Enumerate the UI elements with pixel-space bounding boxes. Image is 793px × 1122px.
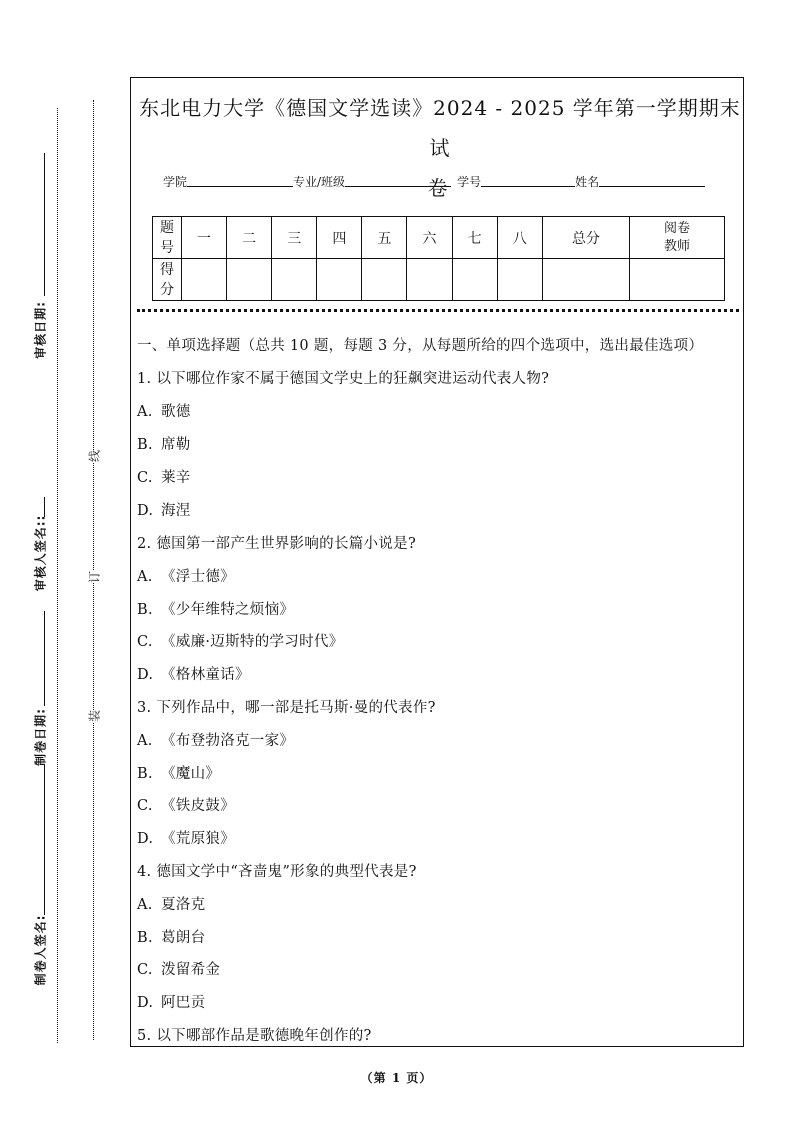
option-text: 海涅 xyxy=(161,503,191,519)
option-c[interactable] xyxy=(137,794,235,815)
page-number: （第 1 页） xyxy=(360,1071,433,1085)
col-3: 三 xyxy=(272,217,317,259)
bind-char-ding: 订 xyxy=(84,571,105,583)
option-a[interactable] xyxy=(137,565,235,586)
score-cell-3[interactable] xyxy=(272,259,317,301)
option-b[interactable] xyxy=(137,598,294,619)
score-cell-6[interactable] xyxy=(407,259,452,301)
option-letter: D. xyxy=(137,995,154,1011)
review-signature-label: 审核人签名:: xyxy=(33,514,48,592)
option-letter: B. xyxy=(137,437,153,453)
option-text: 《浮士德》 xyxy=(161,569,235,585)
make-date-line xyxy=(44,611,45,706)
option-letter: B. xyxy=(137,602,153,618)
option-text: 歌德 xyxy=(161,404,191,420)
option-text: 《少年维特之烦恼》 xyxy=(161,602,295,618)
option-c[interactable] xyxy=(137,466,191,487)
exam-title-line2: 卷 xyxy=(427,176,449,200)
name-label: 姓名 xyxy=(575,175,600,189)
bind-char-xian: 线 xyxy=(84,450,105,462)
score-cell-8[interactable] xyxy=(497,259,542,301)
score-table-score-row xyxy=(153,259,725,301)
option-text: 《荒原狼》 xyxy=(161,831,235,847)
option-text: 席勒 xyxy=(161,437,191,453)
option-text: 葛朗台 xyxy=(161,930,206,946)
name-field[interactable] xyxy=(599,174,705,187)
question-stem: 5. 以下哪部作品是歌德晚年创作的? xyxy=(137,1028,372,1044)
option-c[interactable] xyxy=(137,958,220,979)
option-b[interactable] xyxy=(137,762,220,783)
option-letter: C. xyxy=(137,962,153,978)
score-cell-4[interactable] xyxy=(317,259,362,301)
major-field[interactable] xyxy=(345,174,451,187)
score-cell-2[interactable] xyxy=(227,259,272,301)
section-heading: 一、单项选择题（总共 10 题，每题 3 分，从每题所给的四个选项中，选出最佳选项） xyxy=(137,338,704,354)
option-text: 《格林童话》 xyxy=(161,667,250,683)
score-header: 得 分 xyxy=(153,259,182,301)
option-letter: A. xyxy=(137,404,153,420)
grader-header: 阅卷 教师 xyxy=(630,217,725,259)
score-table-header-row xyxy=(153,217,725,259)
option-text: 莱辛 xyxy=(161,470,191,486)
inner-dotted-line xyxy=(57,108,58,1043)
col-total: 总分 xyxy=(542,217,629,259)
review-date-label: 审核日期: xyxy=(33,301,48,359)
review-signature-line xyxy=(44,497,45,517)
col-7: 七 xyxy=(452,217,497,259)
college-label: 学院 xyxy=(163,175,188,189)
option-b[interactable] xyxy=(137,926,205,947)
option-d[interactable] xyxy=(137,663,250,684)
option-d[interactable] xyxy=(137,499,191,520)
col-4: 四 xyxy=(317,217,362,259)
question-number-header: 题 号 xyxy=(153,217,182,259)
score-cell-total[interactable] xyxy=(542,259,629,301)
major-label: 专业/班级 xyxy=(293,175,346,189)
option-text: 泼留希金 xyxy=(161,962,221,978)
question-stem: 4. 德国文学中“吝啬鬼”形象的典型代表是? xyxy=(137,864,417,880)
option-a[interactable] xyxy=(137,893,205,914)
option-b[interactable] xyxy=(137,433,191,454)
col-1: 一 xyxy=(182,217,227,259)
option-a[interactable] xyxy=(137,400,191,421)
col-8: 八 xyxy=(497,217,542,259)
option-letter: B. xyxy=(137,930,153,946)
option-letter: D. xyxy=(137,831,154,847)
student-id-label: 学号 xyxy=(457,175,482,189)
col-2: 二 xyxy=(227,217,272,259)
make-signature-line xyxy=(44,765,45,915)
option-text: 《布登勃洛克一家》 xyxy=(161,733,295,749)
option-letter: B. xyxy=(137,766,153,782)
make-date-label: 制卷日期: xyxy=(33,708,48,766)
review-date-line xyxy=(44,153,45,296)
exam-title xyxy=(131,88,745,208)
option-text: 阿巴贡 xyxy=(161,995,206,1011)
student-id-field[interactable] xyxy=(481,174,575,187)
question-stem: 1. 以下哪位作家不属于德国文学史上的狂飙突进运动代表人物? xyxy=(137,371,550,387)
option-text: 《威廉·迈斯特的学习时代》 xyxy=(161,634,344,650)
bind-char-zhuang: 装 xyxy=(84,710,105,722)
score-cell-7[interactable] xyxy=(452,259,497,301)
score-table xyxy=(152,216,725,301)
exam-title-line1: 东北电力大学《德国文学选读》2024 - 2025 学年第一学期期末试 xyxy=(139,96,741,160)
dotted-separator xyxy=(137,309,739,312)
score-cell-1[interactable] xyxy=(182,259,227,301)
score-cell-5[interactable] xyxy=(362,259,407,301)
option-letter: C. xyxy=(137,634,153,650)
option-letter: A. xyxy=(137,569,153,585)
option-letter: A. xyxy=(137,897,153,913)
student-info-row xyxy=(163,174,743,190)
question-stem: 2. 德国第一部产生世界影响的长篇小说是? xyxy=(137,536,417,552)
option-letter: A. xyxy=(137,733,153,749)
option-d[interactable] xyxy=(137,991,205,1012)
option-text: 夏洛克 xyxy=(161,897,206,913)
col-5: 五 xyxy=(362,217,407,259)
option-letter: D. xyxy=(137,667,154,683)
option-d[interactable] xyxy=(137,827,235,848)
option-letter: C. xyxy=(137,470,153,486)
option-c[interactable] xyxy=(137,630,344,651)
option-text: 《魔山》 xyxy=(161,766,221,782)
col-6: 六 xyxy=(407,217,452,259)
exam-frame xyxy=(130,77,744,1047)
college-field[interactable] xyxy=(187,174,293,187)
option-a[interactable] xyxy=(137,729,294,750)
option-letter: C. xyxy=(137,798,153,814)
question-stem: 3. 下列作品中，哪一部是托马斯·曼的代表作? xyxy=(137,700,436,716)
score-cell-grader[interactable] xyxy=(630,259,725,301)
option-letter: D. xyxy=(137,503,154,519)
option-text: 《铁皮鼓》 xyxy=(161,798,235,814)
make-signature-label: 制卷人签名: xyxy=(33,914,48,986)
